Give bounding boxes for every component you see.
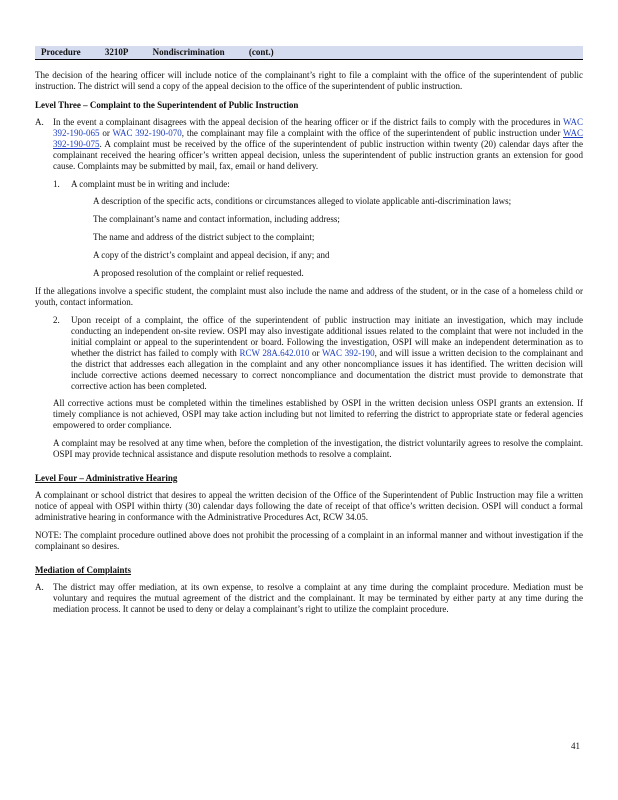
- level-four-paragraph: A complainant or school district that desires to appeal the written decision of the Office of the Superintendent of Public Instruction may file a written notice of appeal with OSPI within thirty (30) calendar days following the date of receipt of that office’s written decision. OSPI will conduct a formal administrative hearing in conformance with the Administrative Procedures Act, RCW 34.05.: [35, 490, 583, 522]
- bullet-glyph: [77, 196, 93, 207]
- bullet-item: [77, 214, 583, 225]
- bullet-text: A copy of the district’s complaint and appeal decision, if any; and: [93, 250, 330, 260]
- mediation-a-label: A.: [35, 582, 44, 592]
- item-a-text-1: In the event a complainant disagrees with the appeal decision of the hearing officer or if the district fails to comply with the procedures in: [53, 117, 561, 127]
- bullet-text: The complainant’s name and contact information, including address;: [93, 214, 340, 224]
- mediation-a-text: The district may offer mediation, at its own expense, to resolve a complaint at any time during the complaint procedure. Mediation must be voluntary and requires the mutual agreement of the district and the complainant. It may be terminated by either party at any time during the mediation process. It cannot be used to deny or delay a complainant’s right to utilize the complaint procedure.: [53, 582, 583, 614]
- item-2-text-3: , and will issue a written decision to the complainant and the district that addresses each allegation in the complaint and any other noncompliance issues it has identified. The written decision will include corrective actions deemed necessary to correct noncompliance and documentation the district must provide to demonstrate that corrective action has been completed.: [71, 348, 584, 391]
- item-a-text-4: . A complaint must be received by the office of the superintendent of public instruction within twenty (20) calendar days after the complainant received the hearing officer’s written appeal decision, unless the superintendent of public instruction grants an extension for good cause. Complaints may be submitted by mail, fax, email or hand delivery.: [53, 139, 583, 171]
- level-four-heading: Level Four – Administrative Hearing: [35, 473, 178, 483]
- bullet-glyph: [77, 232, 93, 243]
- wac-392-190-075-link[interactable]: WAC 392-190-075: [53, 128, 583, 149]
- allegations-paragraph: If the allegations involve a specific student, the complaint must also include the name and address of the student, or in the case of a homeless child or youth, contact information.: [35, 286, 583, 307]
- mediation-heading: Mediation of Complaints: [35, 565, 132, 575]
- bullet-glyph: [77, 268, 93, 279]
- bullet-glyph: [77, 214, 93, 225]
- item-2-text-2: or: [312, 348, 320, 358]
- bullet-glyph: [77, 250, 93, 261]
- intro-paragraph: The decision of the hearing officer will include notice of the complainant’s right to file a complaint with the office of the superintendent of public instruction. The district will send a copy of the appeal decision to the office of the superintendent of public instruction.: [35, 70, 583, 91]
- item-a-label: A.: [35, 117, 44, 127]
- item-2-number: 2.: [53, 315, 60, 325]
- bullet-text: A description of the specific acts, conditions or circumstances alleged to violate applicable anti-discrimination laws;: [93, 196, 512, 206]
- bullet-item: [77, 268, 583, 279]
- bullet-item: [77, 196, 583, 207]
- bullet-text: A proposed resolution of the complaint or relief requested.: [93, 268, 304, 278]
- procedure-header-bar: [35, 46, 583, 60]
- procedure-title: Nondiscrimination: [152, 47, 225, 57]
- numbered-item-2: [53, 315, 583, 392]
- item-a-text-3: , the complainant may file a complaint with the office of the superintendent of public instruction under: [181, 128, 561, 138]
- item-1-number: 1.: [53, 179, 60, 189]
- item-a-text-2: or: [102, 128, 110, 138]
- bullet-item: [77, 232, 583, 243]
- mediation-item-a: [35, 582, 583, 615]
- corrective-actions-paragraph: All corrective actions must be completed within the timelines established by OSPI in the written decision unless OSPI grants an extension. If timely compliance is not achieved, OSPI may take action including but not limited to referring the district to appropriate state or federal agencies empowered to order compliance.: [53, 398, 583, 430]
- document-page: [35, 46, 583, 622]
- bullet-item: [77, 250, 583, 261]
- level-three-item-a: [35, 117, 583, 172]
- item-1-text: A complaint must be in writing and include:: [71, 179, 230, 189]
- note-paragraph: NOTE: The complaint procedure outlined above does not prohibit the processing of a complaint in an informal manner and without investigation if the complainant so desires.: [35, 530, 583, 551]
- bullet-text: The name and address of the district subject to the complaint;: [93, 232, 315, 242]
- item-2-text-1: Upon receipt of a complaint, the office of the superintendent of public instruction may initiate an investigation, which may include conducting an independent on-site review. OSPI may also investigate additional issues related to the complaint that were not included in the initial complaint or appeal to the superintendent or board. Following the investigation, OSPI will make an independent determination as to whether the district has failed to comply with: [71, 315, 583, 358]
- wac-392-190-065-link[interactable]: WAC 392-190-065: [53, 117, 583, 138]
- wac-392-190-link[interactable]: WAC 392-190: [322, 348, 375, 358]
- resolution-paragraph: A complaint may be resolved at any time when, before the completion of the investigation, the district voluntarily agrees to resolve the complaint. OSPI may provide technical assistance and dispute resolution methods to resolve a complaint.: [53, 438, 583, 459]
- procedure-cont: (cont.): [248, 47, 274, 57]
- item-2-text: [71, 315, 583, 392]
- numbered-item-1: [53, 179, 583, 190]
- page-number: 41: [571, 741, 580, 751]
- rcw-28a-642-010-link[interactable]: RCW 28A.642.010: [239, 348, 310, 358]
- item-a-text: [53, 117, 583, 172]
- procedure-number: 3210P: [104, 47, 129, 57]
- procedure-label: Procedure: [41, 47, 81, 57]
- wac-392-190-070-link[interactable]: WAC 392-190-070: [112, 128, 182, 138]
- level-three-heading: Level Three – Complaint to the Superintendent of Public Instruction: [35, 100, 299, 110]
